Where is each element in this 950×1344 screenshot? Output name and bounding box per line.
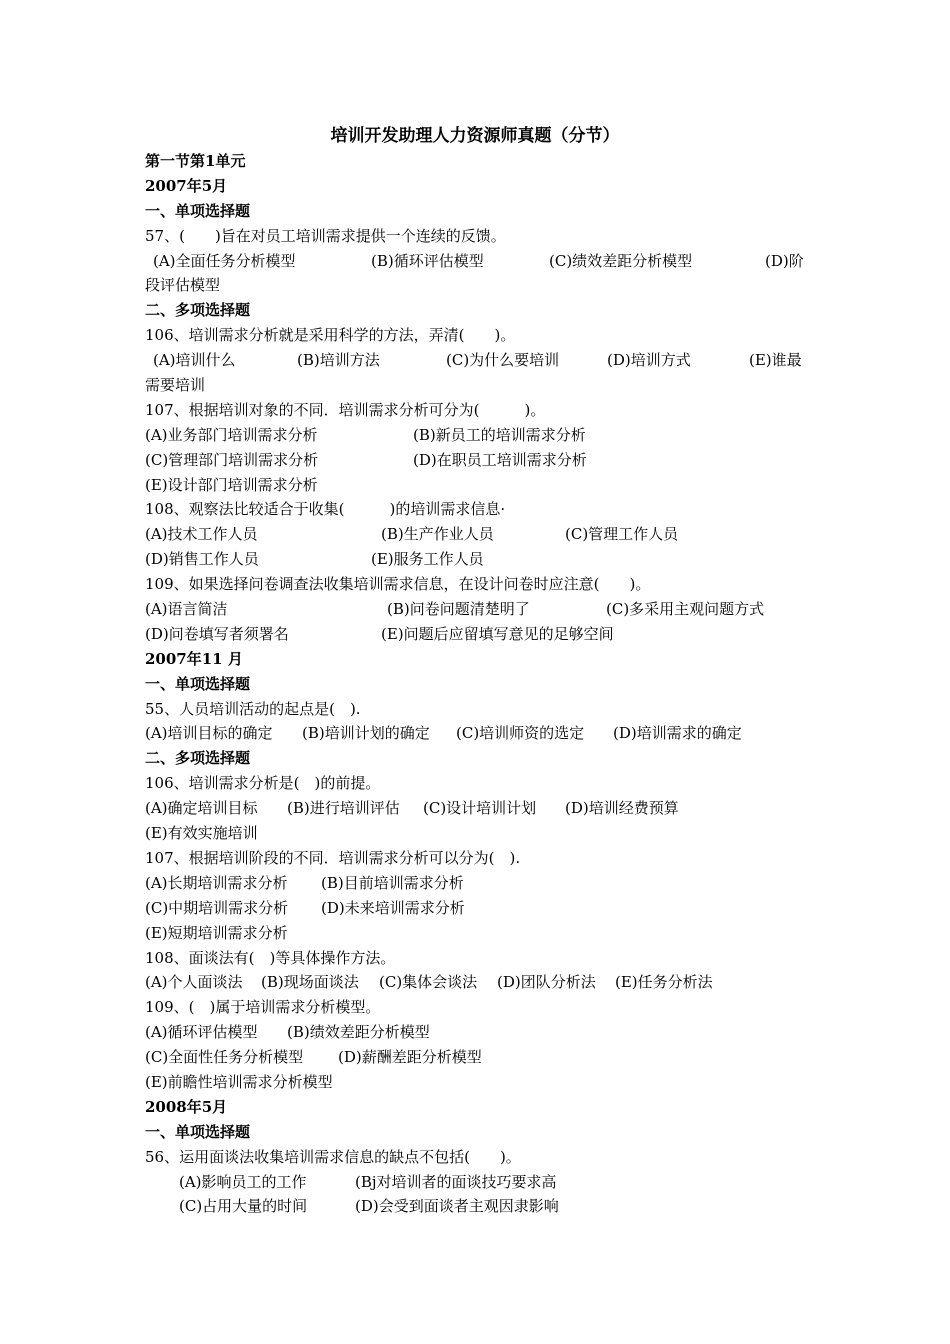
question-type-heading: 一、单项选择题 [145,1122,251,1141]
option: (D)阶 [765,251,804,270]
question-text: 109、如果选择问卷调查法收集培训需求信息，在设计问卷时应注意( )。 [145,575,651,594]
options-row [145,622,815,647]
option: (B)生产作业人员 [381,525,494,544]
option: (B)现场面谈法 [261,973,359,992]
option: (D)薪酬差距分析模型 [338,1048,482,1067]
option: (A)确定培训目标 [145,799,258,818]
options-row [145,1170,815,1195]
option: (B)绩效差距分析模型 [287,1023,430,1042]
option: (B)循环评估模型 [371,251,484,270]
option: (C)全面性任务分析模型 [145,1048,304,1067]
question-text: 108、观察法比较适合于收集( )的培训需求信息· [145,500,506,519]
option: (E)服务工作人员 [371,550,484,569]
options-row [145,1194,815,1219]
question-type-heading: 一、单项选择题 [145,201,251,220]
document-body [145,149,815,1219]
option-wrap: 段评估模型 [145,276,221,295]
question-type-heading: 二、多项选择题 [145,301,251,320]
question-text: 56、运用面谈法收集培训需求信息的缺点不包括( )。 [145,1147,521,1166]
question-text: 57、( )旨在对员工培训需求提供一个连续的反馈。 [145,226,506,245]
year-heading: 2008年5月 [145,1097,228,1116]
document-title: 培训开发助理人力资源师真题（分节） [330,126,620,146]
option: (A)个人面谈法 [145,973,243,992]
year-heading: 2007年11 月 [145,649,243,668]
option: (B)目前培训需求分析 [321,873,464,892]
options-row [145,1045,815,1070]
question-text: 106、培训需求分析是( )的前提。 [145,774,381,793]
option: (B)新员工的培训需求分析 [413,425,586,444]
option: (E)前瞻性培训需求分析模型 [145,1072,333,1091]
option: (D)在职员工培训需求分析 [413,450,587,469]
options-row [145,547,815,572]
option: (E)短期培训需求分析 [145,923,288,942]
option: (E)问题后应留填写意见的足够空间 [381,624,614,643]
options-row [145,871,815,896]
option: (D)未来培训需求分析 [321,898,465,917]
option: (A)技术工作人员 [145,525,258,544]
option: (E)有效实施培训 [145,824,258,843]
question-text: 109、( )属于培训需求分析模型。 [145,998,381,1017]
option: (C)绩效差距分析模型 [549,251,693,270]
options-row [145,721,815,746]
option: (E)谁最 [749,351,802,370]
question-text: 55、人员培训活动的起点是( ). [145,699,361,718]
option: (D)培训需求的确定 [613,724,742,743]
option: (B)培训计划的确定 [302,724,430,743]
question-type-heading: 一、单项选择题 [145,674,251,693]
option: (B)进行培训评估 [287,799,400,818]
option-wrap: 需要培训 [145,376,206,395]
options-row [145,970,815,995]
option: (B)培训方法 [297,351,380,370]
section-heading: 第一节第1单元 [145,152,246,170]
option: (A)循环评估模型 [145,1023,258,1042]
question-text: 106、培训需求分析就是采用科学的方法，弄清( )。 [145,326,516,345]
option: (D)培训经费预算 [565,799,679,818]
option: (E)设计部门培训需求分析 [145,475,318,494]
option: (E)任务分析法 [615,973,713,992]
options-row [145,896,815,921]
options-row [145,1020,815,1045]
option: (C)为什么要培训 [446,351,560,370]
option: (A)长期培训需求分析 [145,873,288,892]
option: (C)管理部门培训需求分析 [145,450,319,469]
option: (A)业务部门培训需求分析 [145,425,318,444]
question-text: 107、根据培训对象的不同．培训需求分析可分为( )。 [145,400,546,419]
option: (Bj对培训者的面谈技巧要求高 [355,1172,557,1191]
option: (A)语言简洁 [145,600,228,619]
options-row [145,423,815,448]
option: (D)问卷填写者须署名 [145,624,289,643]
year-heading: 2007年5月 [145,176,228,195]
option: (C)管理工作人员 [565,525,679,544]
option: (C)占用大量的时间 [179,1197,308,1216]
options-row [145,348,815,373]
options-row [145,448,815,473]
options-row [145,522,815,547]
option: (C)设计培训计划 [423,799,537,818]
option: (C)多采用主观问题方式 [606,600,765,619]
option: (D)会受到面谈者主观因隶影响 [355,1197,559,1216]
options-row [145,796,815,821]
option: (A)影响员工的工作 [179,1172,307,1191]
option: (C)培训师资的选定 [456,724,585,743]
option: (D)培训方式 [607,351,691,370]
option: (C)中期培训需求分析 [145,898,289,917]
question-type-heading: 二、多项选择题 [145,749,251,768]
question-text: 108、面谈法有( )等具体操作方法。 [145,948,396,967]
option: (A)全面任务分析模型 [153,251,296,270]
question-text: 107、根据培训阶段的不同．培训需求分析可以分为( ). [145,848,521,867]
option: (A)培训目标的确定 [145,724,273,743]
option: (D)团队分析法 [497,973,596,992]
option: (A)培训什么 [153,351,236,370]
options-row [145,597,815,622]
options-row [145,249,815,274]
option: (C)集体会谈法 [379,973,478,992]
option: (D)销售工作人员 [145,550,259,569]
option: (B)问卷问题清楚明了 [387,600,530,619]
